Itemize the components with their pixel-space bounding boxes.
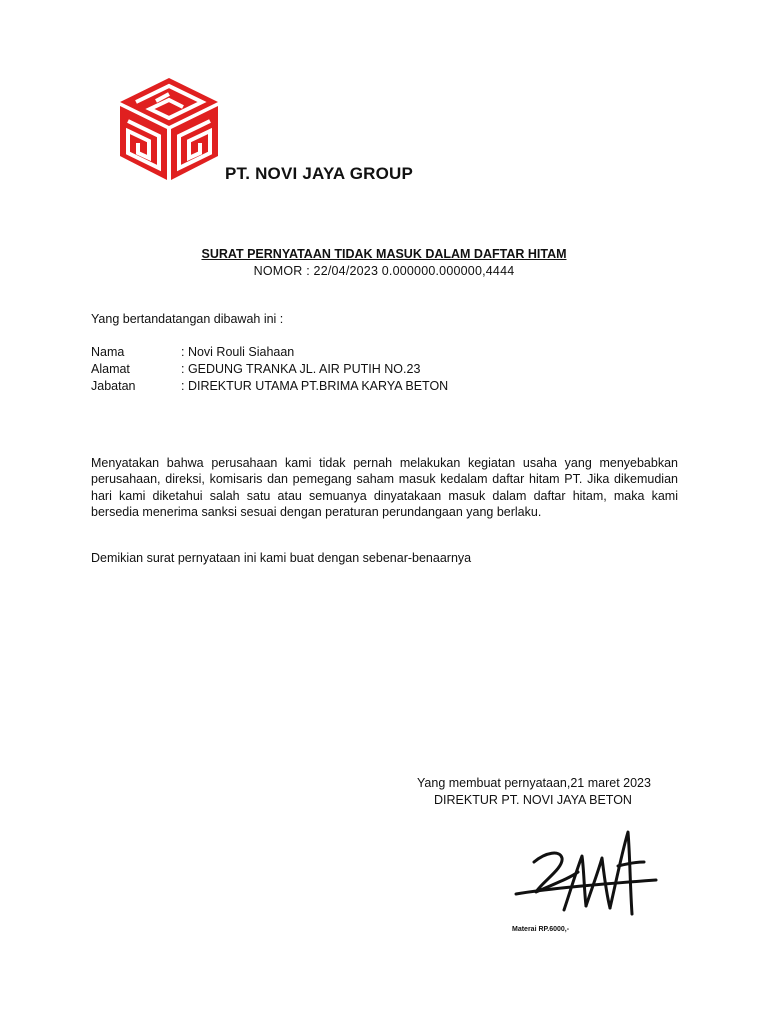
- field-value: : GEDUNG TRANKA JL. AIR PUTIH NO.23: [181, 362, 421, 376]
- handwritten-signature-icon: [512, 822, 662, 922]
- statement-paragraph: Menyatakan bahwa perusahaan kami tidak pernah melakukan kegiatan usaha yang menyebabkan perusahaan, direksi, komisaris dan pemegang saham masuk kedalam daftar hitam PT. Jika dikemudian hari kami diketahui salah satu atau semuanya dinyatakaan masuk dalam daftar hitam, maka kami bersedia menerima sanksi sesuai dengan peraturan perundangaan yang berlaku.: [91, 456, 678, 519]
- closing-text: Demikian surat pernyataan ini kami buat dengan sebenar-benaarnya: [91, 551, 472, 565]
- materai-label: Materai RP.6000,-: [512, 926, 570, 933]
- field-row-jabatan: [91, 378, 448, 395]
- field-label: Jabatan: [91, 379, 136, 393]
- company-name: PT. NOVI JAYA GROUP: [225, 164, 414, 183]
- signatory-role: DIREKTUR PT. NOVI JAYA BETON: [434, 793, 632, 807]
- red-cube-logo-icon: [116, 76, 222, 182]
- field-label: Alamat: [91, 362, 130, 376]
- intro-text: Yang bertandatangan dibawah ini :: [91, 312, 284, 326]
- document-title: SURAT PERNYATAAN TIDAK MASUK DALAM DAFTAR HITAM: [201, 247, 567, 261]
- identity-fields: [91, 344, 448, 395]
- signature-place-date: Yang membuat pernyataan,21 maret 2023: [417, 776, 651, 790]
- field-label: Nama: [91, 345, 125, 359]
- field-row-alamat: [91, 361, 448, 378]
- field-value: : DIREKTUR UTAMA PT.BRIMA KARYA BETON: [181, 379, 449, 393]
- field-value: : Novi Rouli Siahaan: [181, 345, 295, 359]
- field-row-nama: [91, 344, 448, 361]
- document-number: NOMOR : 22/04/2023 0.000000.000000,4444: [253, 264, 515, 278]
